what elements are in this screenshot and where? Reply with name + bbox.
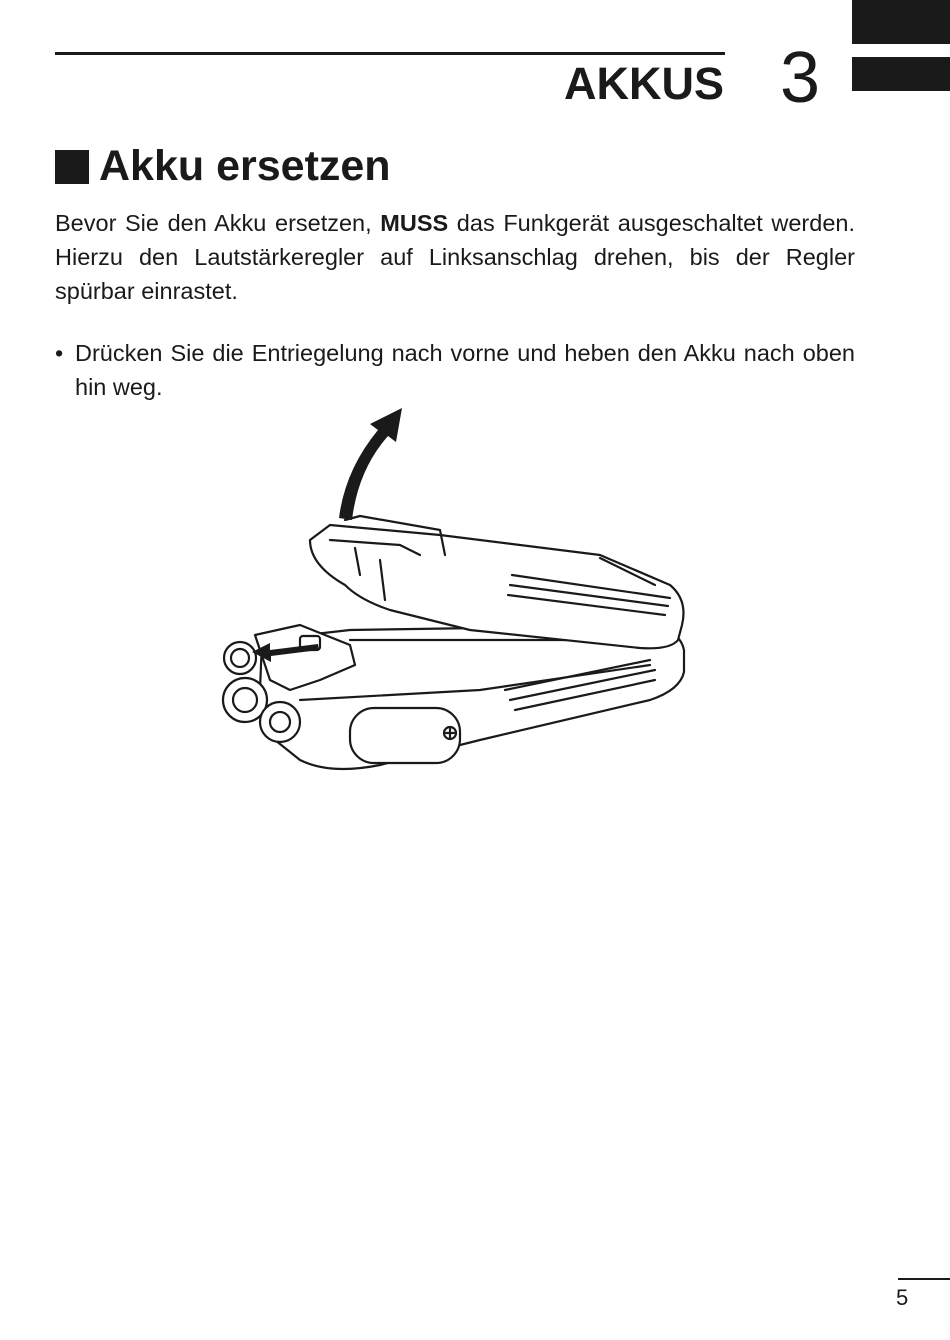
chapter-title: AKKUS [563, 58, 724, 109]
page-number: 5 [896, 1285, 909, 1310]
bullet-icon: • [55, 340, 64, 366]
bullet-text: Drücken Sie die Entriegelung nach vorne und heben den Akku nach oben hin weg. [75, 340, 855, 400]
battery-removal-illustration [200, 400, 720, 790]
header-rule [55, 52, 725, 55]
section-heading [55, 140, 391, 192]
antenna-connector [224, 642, 256, 674]
lift-arrow-icon [339, 408, 402, 520]
chapter-tab-top [852, 0, 950, 44]
intro-text-after: das Funkgerät ausgeschaltet werden. Hierzu den Lautstärkeregler auf Linksanschlag drehen, bis der Regler spürbar einrastet. [55, 210, 855, 304]
chapter-tab-current [852, 57, 950, 91]
intro-text-before: Bevor Sie den Akku ersetzen, [55, 210, 381, 236]
section-square-icon [55, 150, 89, 184]
bullet-item [55, 336, 855, 404]
intro-text-bold: MUSS [380, 210, 449, 236]
section-heading-text: Akku ersetzen [99, 142, 391, 190]
intro-paragraph [55, 206, 855, 308]
chapter-number: 3 [780, 38, 821, 118]
footer-rule [898, 1278, 950, 1280]
channel-knob [260, 702, 300, 742]
